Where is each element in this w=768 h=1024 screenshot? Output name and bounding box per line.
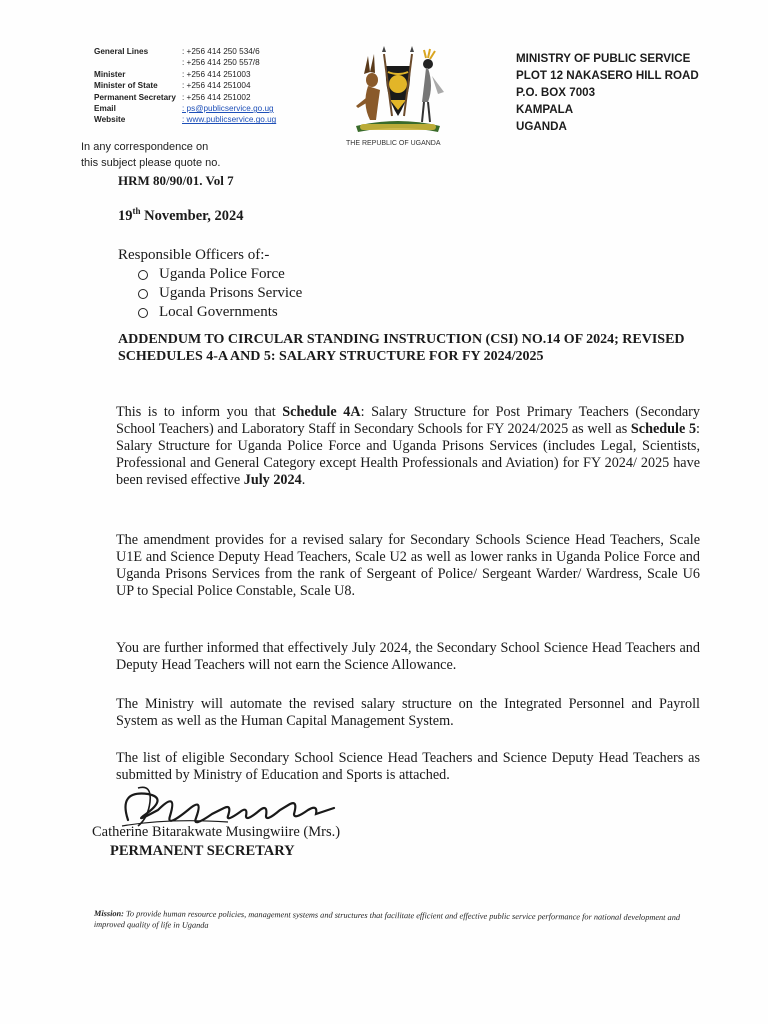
reference-number: HRM 80/90/01. Vol 7 [118, 173, 234, 188]
mission-statement [94, 908, 694, 934]
list-item [118, 303, 302, 322]
date-rest: November, 2024 [140, 207, 244, 224]
contact-label [94, 57, 182, 68]
address-line: KAMPALA [516, 103, 574, 116]
text-run: : Salary Structure for Uganda Police Force and Uganda Prisons Services (includes Legal, Scientists, Professional and General Category except Health Professionals and Aviation) for FY 2024/ 2025 have been revised effective [116, 421, 700, 488]
paragraph-attachment: The list of eligible Secondary School Science Head Teachers and Science Deputy Head Teachers as submitted by Ministry of Education and Sports is attached. [116, 750, 700, 783]
bold-run: Schedule 5 [630, 421, 697, 437]
text-run: : Salary Structure for Post Primary Teachers (Secondary School Teachers) and Laboratory Staff in Secondary Schools for FY 2024/2025 as well as [116, 404, 700, 437]
text-run: . [301, 472, 306, 488]
letter-subject: ADDENDUM TO CIRCULAR STANDING INSTRUCTION (CSI) NO.14 OF 2024; REVISED SCHEDULES 4-A AND 5: SALARY STRUCTURE FOR FY 2024/2025 [118, 332, 685, 364]
circle-bullet-icon [138, 270, 148, 280]
mission-text: To provide human resource policies, management systems and structures that facilitate efficient and effective public service performance for national development and improved quality of life in Uganda [93, 909, 681, 930]
recipient-name: Local Governments [159, 304, 278, 320]
signer-name: Catherine Bitarakwate Musingwiire (Mrs.) [92, 824, 341, 840]
address-line: P.O. BOX 7003 [516, 86, 596, 99]
recipient-name: Uganda Prisons Service [159, 285, 303, 301]
contact-row [94, 114, 276, 125]
date-suffix: th [132, 206, 141, 216]
contact-label: Permanent Secretary [94, 92, 176, 102]
republic-caption: THE REPUBLIC OF UGANDA [346, 140, 441, 147]
paragraph-allowance: You are further informed that effectively July 2024, the Secondary School Science Head Teachers and Deputy Head Teachers will not earn the Science Allowance. [116, 640, 700, 673]
contact-row [94, 80, 276, 91]
bold-run: Schedule 4A [282, 404, 361, 420]
paragraph-automation: The Ministry will automate the revised salary structure on the Integrated Personnel and Payroll System as well as the Human Capital Management System. [116, 696, 700, 729]
contact-label: Minister of State [94, 81, 158, 91]
website-link[interactable]: : www.publicservice.go.ug [182, 115, 277, 125]
mission-label: Mission: [93, 909, 124, 919]
letterhead-contacts [94, 46, 276, 126]
recipients [118, 246, 302, 322]
ministry-address [516, 50, 699, 135]
contact-row [94, 69, 276, 80]
list-item [118, 265, 302, 284]
contact-row [94, 46, 276, 57]
text-run: This is to inform you that [116, 404, 283, 420]
circle-bullet-icon [138, 289, 148, 299]
contact-row [94, 103, 276, 114]
email-link[interactable]: : ps@publicservice.go.ug [182, 104, 274, 114]
contact-label: Email [94, 104, 116, 114]
contact-value: : +256 414 251003 [182, 69, 251, 79]
correspondence-note-line: In any correspondence on [81, 141, 209, 153]
correspondence-note-line: this subject please quote no. [81, 156, 221, 169]
correspondence-note [81, 140, 220, 171]
recipients-heading: Responsible Officers of:- [118, 247, 270, 263]
recipient-list [118, 265, 302, 322]
address-line: MINISTRY OF PUBLIC SERVICE [516, 52, 691, 65]
bold-run: July 2024 [243, 472, 302, 488]
contact-label: Minister [94, 69, 126, 79]
list-item [118, 284, 302, 303]
contact-value: : +256 414 251002 [182, 92, 251, 102]
signer-title: PERMANENT SECRETARY [110, 843, 295, 859]
address-line: PLOT 12 NAKASERO HILL ROAD [516, 69, 699, 82]
recipient-name: Uganda Police Force [159, 266, 285, 282]
contact-row [94, 57, 276, 68]
contact-label: Website [94, 115, 126, 125]
contact-value: : +256 414 251004 [182, 81, 251, 91]
address-line: UGANDA [516, 120, 567, 133]
letter-date [118, 206, 243, 225]
contact-value: : +256 414 250 557/8 [182, 58, 260, 68]
date-day: 19 [118, 207, 133, 224]
paragraph-amendment: The amendment provides for a revised salary for Secondary Schools Science Head Teachers, Scale U1E and Science Deputy Head Teachers, Scale U2 as well as lower ranks in Uganda Police Force and Uganda Prisons Services from the rank of Sergeant of Police/ Sergeant Warder/ Wardress, Scale U6 UP to Special Police Constable, Scale U8. [116, 532, 700, 599]
coat-of-arms-icon [342, 46, 454, 136]
paragraph-schedules [116, 404, 700, 489]
contact-row [94, 92, 276, 103]
contact-value: : +256 414 250 534/6 [182, 47, 260, 56]
contact-label: General Lines [94, 47, 149, 56]
circle-bullet-icon [138, 308, 148, 318]
